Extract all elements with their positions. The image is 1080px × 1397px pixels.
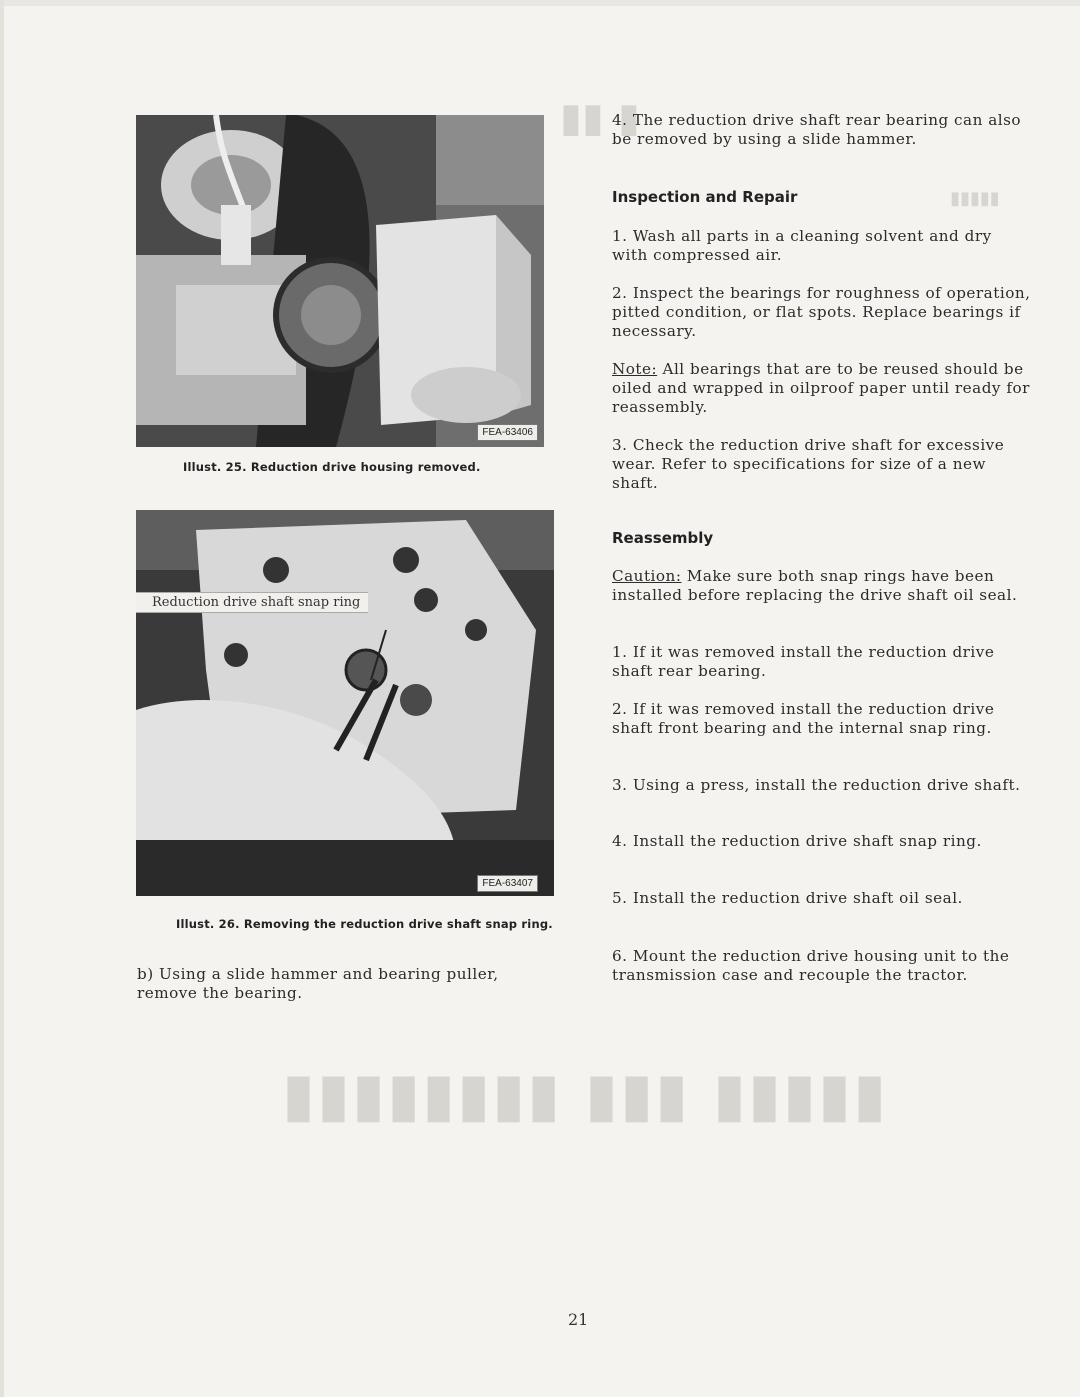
paragraph-removal-step-4: 4. The reduction drive shaft rear bearing can also be removed by using a slide hammer. — [612, 111, 1022, 148]
paragraph-step-b: b) Using a slide hammer and bearing puller, remove the bearing. — [137, 965, 499, 1002]
paragraph-reassembly-step-5: 5. Install the reduction drive shaft oil seal. — [612, 889, 963, 907]
figure-id-tag: FEA-63406 — [477, 424, 538, 441]
caution-label: Caution: — [612, 567, 682, 585]
figure-caption: Illust. 25. Reduction drive housing removed. — [183, 460, 481, 474]
bleed-through-decoration: ▮▮▮▮▮ — [950, 188, 1000, 209]
page-edge — [0, 0, 4, 1397]
photo-drawing — [136, 115, 544, 447]
figure-id-tag: FEA-63407 — [477, 875, 538, 892]
paragraph-inspection-step-3: 3. Check the reduction drive shaft for excessive wear. Refer to specifications for size of a new shaft. — [612, 436, 1005, 492]
paragraph-note — [612, 360, 1037, 417]
paragraph-reassembly-step-2: 2. If it was removed install the reduction drive shaft front bearing and the internal snap ring. — [612, 700, 995, 737]
paragraph-inspection-step-1: 1. Wash all parts in a cleaning solvent and dry with compressed air. — [612, 227, 992, 264]
page-edge — [0, 0, 1080, 6]
note-label: Note: — [612, 360, 658, 378]
paragraph-reassembly-step-4: 4. Install the reduction drive shaft snap ring. — [612, 832, 982, 850]
paragraph-reassembly-step-3: 3. Using a press, install the reduction drive shaft. — [612, 776, 1021, 794]
paragraph-inspection-step-2: 2. Inspect the bearings for roughness of operation, pitted condition, or flat spots. Replace bearings if necessary. — [612, 284, 1031, 340]
caution-text: Make sure both snap rings have been installed before replacing the drive shaft oil seal. — [612, 567, 1018, 604]
figure-callout-label: Reduction drive shaft snap ring — [136, 592, 368, 613]
paragraph-reassembly-step-6: 6. Mount the reduction drive housing unit to the transmission case and recouple the tractor. — [612, 947, 1010, 984]
note-text: All bearings that are to be reused should be oiled and wrapped in oilproof paper until ready for reassembly. — [612, 360, 1030, 416]
section-heading-reassembly: Reassembly — [612, 529, 714, 547]
paragraph-caution — [612, 567, 1037, 605]
page-number: 21 — [568, 1310, 589, 1329]
photo-drawing — [136, 510, 554, 896]
paragraph-reassembly-step-1: 1. If it was removed install the reduction drive shaft rear bearing. — [612, 643, 995, 680]
bleed-through-decoration: ▮ ▮▮ — [560, 95, 640, 141]
illustration-26-photo — [136, 510, 554, 896]
figure-caption: Illust. 26. Removing the reduction drive shaft snap ring. — [176, 917, 553, 931]
bleed-through-decoration: ▮▮▮▮▮ ▮▮▮ ▮▮▮▮▮▮▮▮ — [280, 1060, 887, 1130]
section-heading-inspection: Inspection and Repair — [612, 188, 798, 206]
illustration-25-photo — [136, 115, 544, 447]
